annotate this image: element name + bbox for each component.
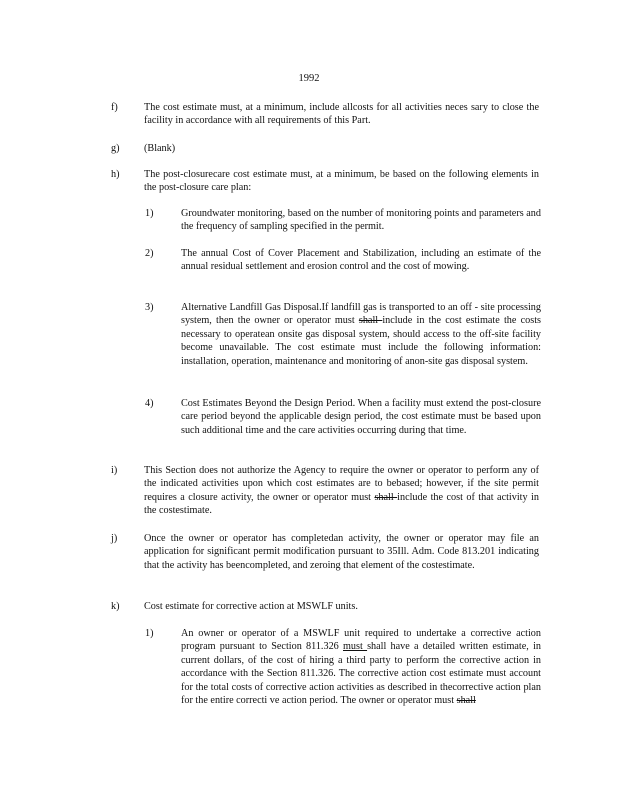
subitem-text <box>181 301 541 368</box>
subitem-label: 3) <box>145 302 154 313</box>
text-part: This Section does not authorize the Agency to require the owner or operator to perform any of the indicated activities upon which cost estimates are to bebased; however, if the site permit requires a closure activity, the owner or operator must <box>144 465 539 503</box>
underlined-text: must <box>343 641 368 653</box>
struck-text: shall <box>456 695 476 707</box>
item-text: The post-closurecare cost estimate must, at a minimum, be based on the following elements in the post-closure care plan: <box>144 169 539 194</box>
subitem-text <box>181 627 541 707</box>
text-part: Alternative Landfill Gas Disposal.If landfill gas is transported to an off - site processing system, then the owner or operator must <box>181 302 541 327</box>
subitem-label: 1) <box>145 628 154 639</box>
text-part: include in the cost estimate the costs necessary to operatean onsite gas disposal system, should access to the off-site facility become unavailable. The cost estimate must include the following information: installation, operation, maintenance and monitoring of anon-site gas disposal system. <box>181 315 541 367</box>
item-text: Once the owner or operator has completedan activity, the owner or operator may file an application for significant permit modification pursuant to 35Ill. Adm. Code 813.201 indicating that the activity has beencompleted, and zeroing that element of the costestimate. <box>144 533 539 571</box>
item-label: k) <box>111 601 120 612</box>
item-text: The cost estimate must, at a minimum, include allcosts for all activities neces sary to close the facility in accordance with all requirements of this Part. <box>144 102 539 127</box>
item-label: i) <box>111 465 118 476</box>
page-year: 1992 <box>298 73 320 84</box>
item-label: g) <box>111 143 120 154</box>
struck-text: shall <box>374 491 398 503</box>
item-label: j) <box>111 533 118 544</box>
subitem-text: The annual Cost of Cover Placement and Stabilization, including an estimate of the annual residual settlement and erosion control and the cost of mowing. <box>181 248 541 273</box>
struck-text: shall <box>358 315 383 327</box>
text-part: shall have a detailed written estimate, in current dollars, of the cost of hiring a third party to perform the corrective action in accordance with the Section 811.326. The corrective action cost estimate must account for the total costs of corrective action activities as described in thecorrective action plan for the entire correcti ve action period. The owner or operator must <box>181 641 541 707</box>
subitem-label: 1) <box>145 208 154 219</box>
item-text: Cost estimate for corrective action at MSWLF units. <box>144 601 358 612</box>
item-label: f) <box>111 102 118 113</box>
text-part: include the cost of that activity in the costestimate. <box>144 491 539 517</box>
text-part: An owner or operator of a MSWLF unit required to undertake a corrective action program pursuant to Section 811.326 <box>181 628 541 653</box>
item-text <box>144 464 539 518</box>
item-label: h) <box>111 169 120 180</box>
item-text: (Blank) <box>144 143 176 154</box>
subitem-text: Groundwater monitoring, based on the number of monitoring points and parameters and the frequency of sampling specified in the permit. <box>181 208 541 233</box>
subitem-label: 4) <box>145 398 154 409</box>
subitem-label: 2) <box>145 248 154 259</box>
subitem-text: Cost Estimates Beyond the Design Period. When a facility must extend the post-closure care period beyond the applicable design period, the cost estimate must be based upon such additional time and the care activities occurring during that time. <box>181 398 541 436</box>
